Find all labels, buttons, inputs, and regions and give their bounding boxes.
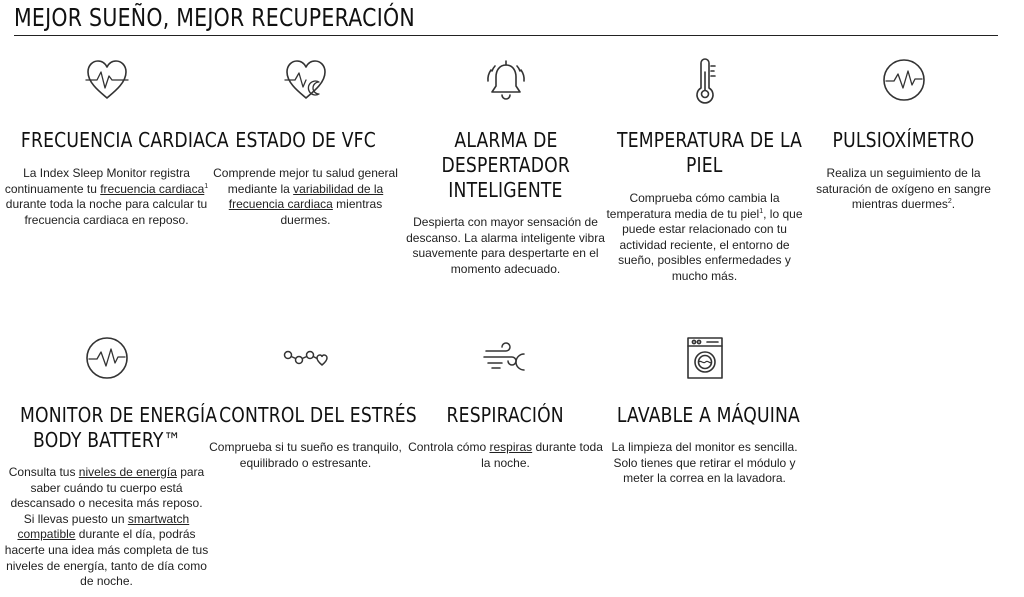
desc-text: Comprueba cómo cambia la temperatura media de tu piel — [606, 191, 780, 221]
feature-title-line: PULSIOXÍMETRO — [832, 128, 975, 152]
feature-description — [403, 215, 608, 277]
desc-text: Comprueba si tu sueño es tranquilo, equilibrado o estresante. — [209, 440, 402, 470]
pulse-ox-icon — [801, 55, 1006, 105]
desc-text: La limpieza del monitor es sencilla. Solo tienes que retirar el módulo y meter la correa en la lavadora. — [611, 440, 798, 486]
page-title: MEJOR SUEÑO, MEJOR RECUPERACIÓN — [14, 3, 416, 32]
hrv-status-icon — [203, 55, 408, 105]
feature-description — [602, 440, 807, 487]
compatible-smartwatch-link[interactable]: smartwatch compatible — [17, 511, 190, 542]
feature-title-line: CONTROL DEL ESTRÉS — [219, 403, 417, 427]
feature-title — [403, 403, 608, 428]
footnote-marker: 1 — [204, 182, 209, 190]
energy-levels-link[interactable]: niveles de energía — [78, 465, 177, 479]
footnote-marker: 2 — [947, 198, 952, 206]
feature-description — [203, 166, 408, 228]
feature-title-line: BODY BATTERY™ — [32, 428, 181, 452]
feature-title-line: FRECUENCIA CARDIACA — [20, 128, 229, 152]
footnote-marker: 1 — [759, 207, 764, 215]
desc-text: durante toda la noche para calcular tu frecuencia cardiaca en reposo. — [5, 197, 208, 227]
desc-text: Realiza un seguimiento de la saturación de oxígeno en sangre mientras duermes — [816, 166, 991, 212]
feature-title-line: MONITOR DE ENERGÍA — [20, 403, 218, 427]
feature-description — [4, 465, 209, 590]
feature-title-line: PIEL — [686, 153, 723, 177]
desc-text: Controla cómo — [408, 440, 490, 454]
feature-title — [602, 403, 807, 428]
feature-title-line: TEMPERATURA DE LA — [617, 128, 803, 152]
desc-text: Comprende mejor tu salud general mediante la — [213, 166, 398, 196]
feature-description — [801, 166, 1006, 213]
thermometer-icon — [602, 55, 807, 105]
feature-title-line: INTELIGENTE — [448, 178, 563, 202]
feature-description — [4, 166, 209, 228]
feature-description — [602, 191, 807, 285]
feature-title-line: DESPERTADOR — [441, 153, 570, 177]
feature-title — [4, 403, 218, 453]
feature-title — [403, 128, 608, 203]
feature-title-line: ALARMA DE — [453, 128, 558, 152]
respiration-link[interactable]: respiras — [489, 440, 533, 454]
hrv-link[interactable]: variabilidad de la frecuencia cardiaca — [228, 181, 384, 212]
alarm-bell-icon — [403, 55, 608, 105]
feature-title — [801, 128, 1006, 153]
feature-title-line: ESTADO DE VFC — [235, 128, 376, 152]
desc-text: mientras duermes. — [280, 197, 383, 227]
respiration-icon — [403, 333, 608, 383]
desc-text: durante toda la noche. — [481, 440, 603, 470]
feature-title-line: RESPIRACIÓN — [446, 403, 565, 427]
desc-text: durante el día, podrás hacerte una idea más completa de tus niveles de energía, tanto de día como de noche. — [4, 527, 209, 589]
heart-rate-link[interactable]: frecuencia cardiaca — [100, 181, 205, 196]
feature-title — [602, 128, 807, 178]
feature-title-line: LAVABLE A MÁQUINA — [616, 403, 801, 427]
stress-tracking-icon — [203, 333, 408, 383]
feature-description — [403, 440, 608, 471]
desc-text: Consulta tus — [8, 465, 79, 479]
feature-title — [203, 128, 408, 153]
desc-text: para saber cuándo tu cuerpo está descansado o necesita más reposo. Si llevas puesto un — [10, 465, 205, 526]
feature-title — [4, 128, 229, 153]
desc-text: La Index Sleep Monitor registra continuamente tu — [4, 166, 190, 196]
heart-rate-icon — [4, 55, 209, 105]
desc-text: Despierta con mayor sensación de descanso. La alarma inteligente vibra suavemente para despertarte en el momento adecuado. — [406, 215, 605, 276]
desc-text: , lo que puede estar relacionado con tu actividad reciente, el entorno de sueño, posibles enfermedades y mucho más. — [618, 206, 803, 283]
washing-machine-icon — [602, 333, 807, 383]
title-divider — [14, 35, 998, 36]
body-battery-icon — [4, 333, 209, 383]
feature-description — [203, 440, 408, 471]
desc-text: . — [951, 197, 956, 212]
feature-title — [203, 403, 417, 428]
